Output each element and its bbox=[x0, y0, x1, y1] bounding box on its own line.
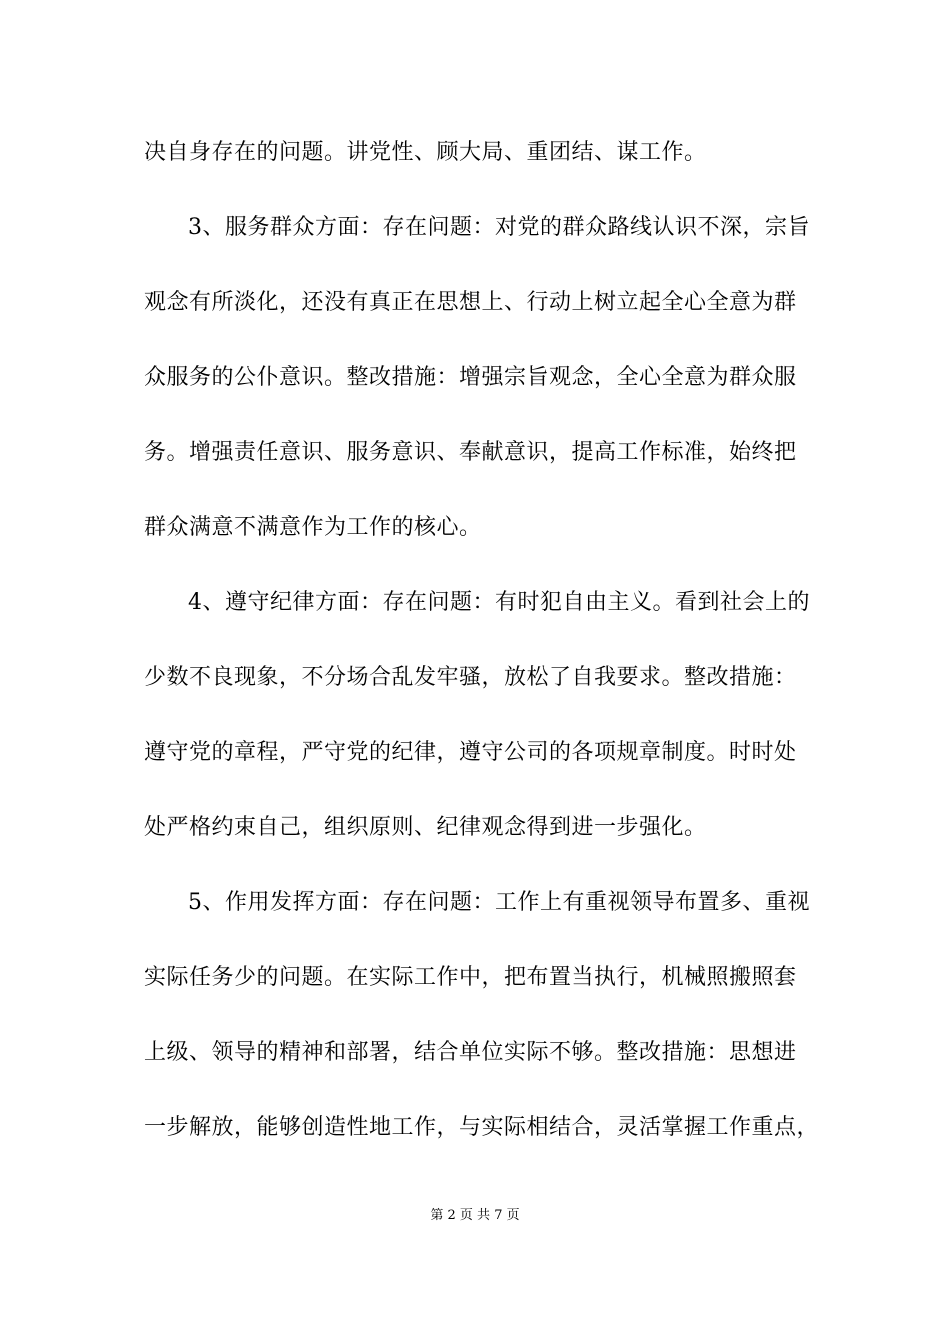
text-line: 群众满意不满意作为工作的核心。 bbox=[144, 515, 482, 540]
text-line: 少数不良现象，不分场合乱发牢骚，放松了自我要求。整改措施： bbox=[144, 665, 797, 690]
text-line: 务。增强责任意识、服务意识、奉献意识，提高工作标准，始终把 bbox=[144, 440, 797, 465]
text-line: 实际任务少的问题。在实际工作中，把布置当执行，机械照搬照套 bbox=[144, 965, 797, 990]
text-line: 遵守党的章程，严守党的纪律，遵守公司的各项规章制度。时时处 bbox=[144, 740, 797, 765]
text-line: 5、作用发挥方面：存在问题：工作上有重视领导布置多、重视 bbox=[188, 890, 810, 915]
text-line: 一步解放，能够创造性地工作，与实际相结合，灵活掌握工作重点， bbox=[144, 1115, 820, 1140]
text-line: 众服务的公仆意识。整改措施：增强宗旨观念，全心全意为群众服 bbox=[144, 365, 797, 390]
text-line: 上级、领导的精神和部署，结合单位实际不够。整改措施：思想进 bbox=[144, 1040, 797, 1065]
text-line: 决自身存在的问题。讲党性、顾大局、重团结、谋工作。 bbox=[144, 140, 707, 165]
text-line: 观念有所淡化，还没有真正在思想上、行动上树立起全心全意为群 bbox=[144, 290, 797, 315]
text-line: 处严格约束自己，组织原则、纪律观念得到进一步强化。 bbox=[144, 815, 707, 840]
text-line: 4、遵守纪律方面：存在问题：有时犯自由主义。看到社会上的 bbox=[188, 590, 810, 615]
page-number-footer: 第 2 页 共 7 页 bbox=[430, 1208, 520, 1223]
text-line: 3、服务群众方面：存在问题：对党的群众路线认识不深，宗旨 bbox=[188, 215, 810, 240]
